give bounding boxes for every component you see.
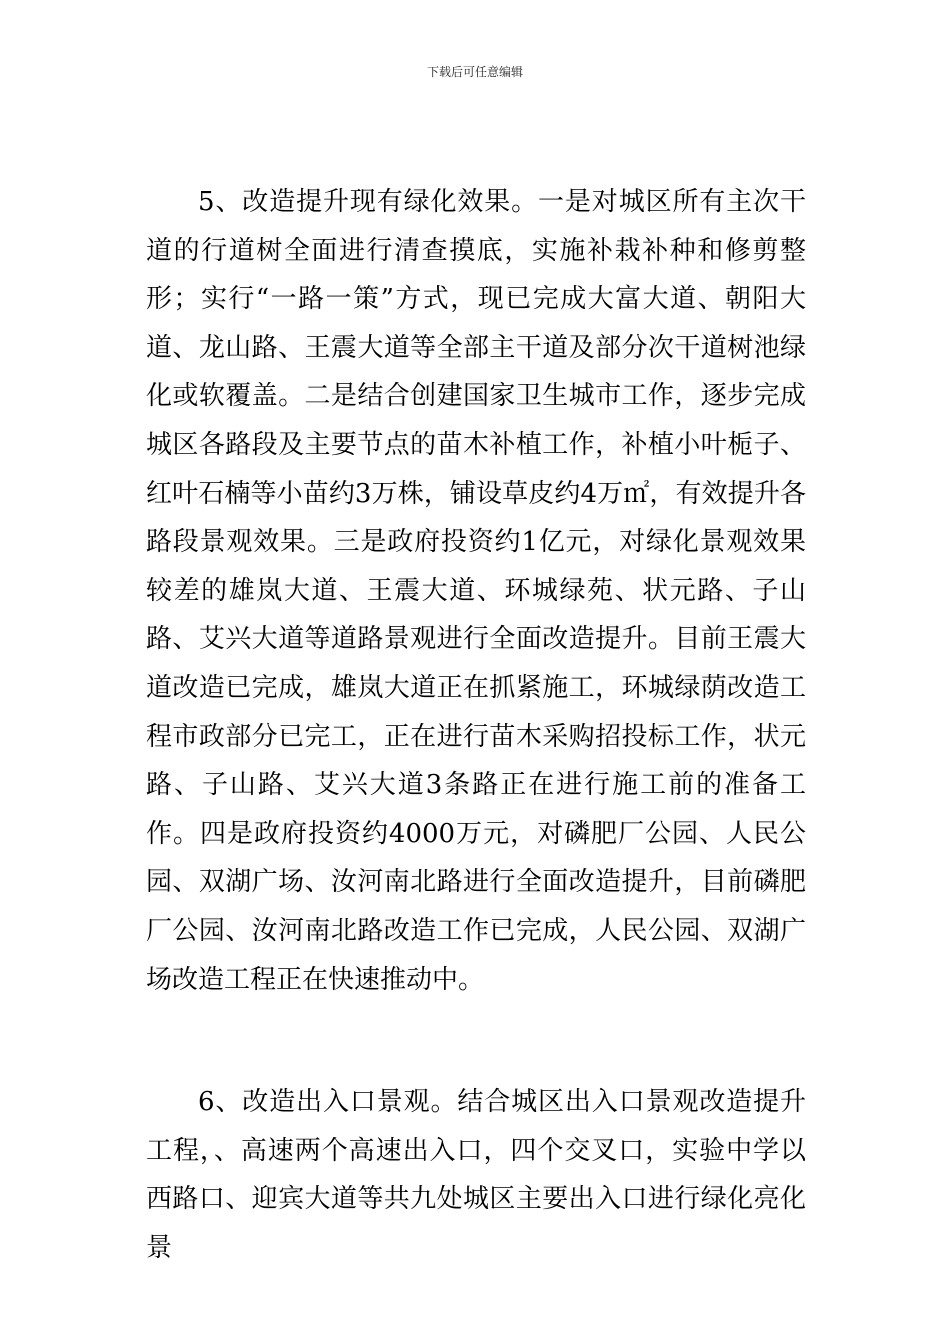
page-header-note: 下载后可任意编辑 bbox=[426, 65, 523, 79]
document-body bbox=[146, 178, 806, 1272]
paragraph-greening-improvement: 5、改造提升现有绿化效果。一是对城区所有主次干道的行道树全面进行清查摸底，实施补栽补种和修剪整形；实行“一路一策”方式，现已完成大富大道、朝阳大道、龙山路、王震大道等全部主干道及部分次干道树池绿化或软覆盖。二是结合创建国家卫生城市工作，逐步完成城区各路段及主要节点的苗木补植工作，补植小叶栀子、红叶石楠等小苗约3万株，铺设草皮约4万㎡，有效提升各路段景观效果。三是政府投资约1亿元，对绿化景观效果较差的雄岚大道、王震大道、环城绿苑、状元路、子山路、艾兴大道等道路景观进行全面改造提升。目前王震大道改造已完成，雄岚大道正在抓紧施工，环城绿荫改造工程市政部分已完工，正在进行苗木采购招投标工作，状元路、子山路、艾兴大道3条路正在进行施工前的准备工作。四是政府投资约4000万元，对磷肥厂公园、人民公园、双湖广场、汝河南北路进行全面改造提升，目前磷肥厂公园、汝河南北路改造工作已完成，人民公园、双湖广场改造工程正在快速推动中。 bbox=[146, 187, 806, 995]
paragraph-entrance-landscape: 6、改造出入口景观。结合城区出入口景观改造提升工程，、高速两个高速出入口，四个交叉口，实验中学以西路口、迎宾大道等共九处城区主要出入口进行绿化亮化景 bbox=[146, 1087, 806, 1263]
